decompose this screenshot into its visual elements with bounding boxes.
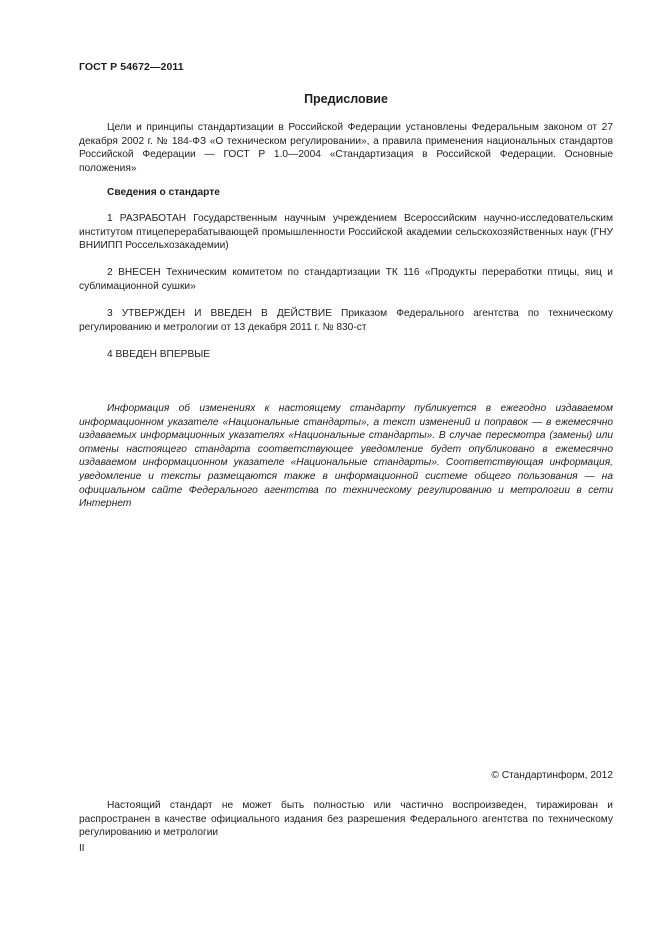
page-number: II xyxy=(79,843,85,854)
section-heading: Сведения о стандарте xyxy=(107,187,220,198)
info-notice xyxy=(79,402,613,511)
intro-text: Цели и принципы стандартизации в Российской Федерации установлены Федеральным законом от 27 декабря 2002 г. № 184-ФЗ «О техническом регулировании», а правила применения национальных стандартов Российской Федерации — ГОСТ Р 1.0—2004 «Стандартизация в Российской Федерации. Основные положения» xyxy=(79,122,613,174)
item-4-text: 4 ВВЕДЕН ВПЕРВЫЕ xyxy=(107,349,211,360)
intro-paragraph xyxy=(79,121,613,175)
item-1 xyxy=(79,212,613,253)
item-1-text: 1 РАЗРАБОТАН Государственным научным учреждением Всероссийским научно-исследовательским институтом птицеперерабатывающей промышленности Российской академии сельскохозяйственных наук (ГНУ ВНИИПП Россельхозакадемии) xyxy=(79,213,613,252)
info-notice-text: Информация об изменениях к настоящему стандарту публикуется в ежегодно издаваемом информационном указателе «Национальные стандарты», а текст изменений и поправок — в ежемесячно издаваемых информационных указателях «Национальные стандарты». В случае пересмотра (замены) или отмены настоящего стандарта соответствующее уведомление будет опубликовано в ежемесячно издаваемом информационном указателе «Национальные стандарты». Соответствующая информация, уведомление и тексты размещаются также в информационной системе общего пользования — на официальном сайте Федерального агентства по техническому регулированию и метрологии в сети Интернет xyxy=(79,403,613,510)
reproduction-notice-text: Настоящий стандарт не может быть полностью или частично воспроизведен, тиражирован и распространен в качестве официального издания без разрешения Федерального агентства по техническому регулированию и метрологии xyxy=(79,800,613,839)
page-title: Предисловие xyxy=(304,92,388,106)
item-4 xyxy=(79,348,613,362)
document-code: ГОСТ Р 54672—2011 xyxy=(79,61,184,73)
item-2-text: 2 ВНЕСЕН Техническим комитетом по стандартизации ТК 116 «Продукты переработки птицы, яиц и сублимационной сушки» xyxy=(79,267,613,292)
item-2 xyxy=(79,266,613,293)
copyright: © Стандартинформ, 2012 xyxy=(491,770,613,781)
item-3-text: 3 УТВЕРЖДЕН И ВВЕДЕН В ДЕЙСТВИЕ Приказом Федерального агентства по техническому регулированию и метрологии от 13 декабря 2011 г. № 830-ст xyxy=(79,308,613,333)
reproduction-notice xyxy=(79,799,613,840)
item-3 xyxy=(79,307,613,334)
